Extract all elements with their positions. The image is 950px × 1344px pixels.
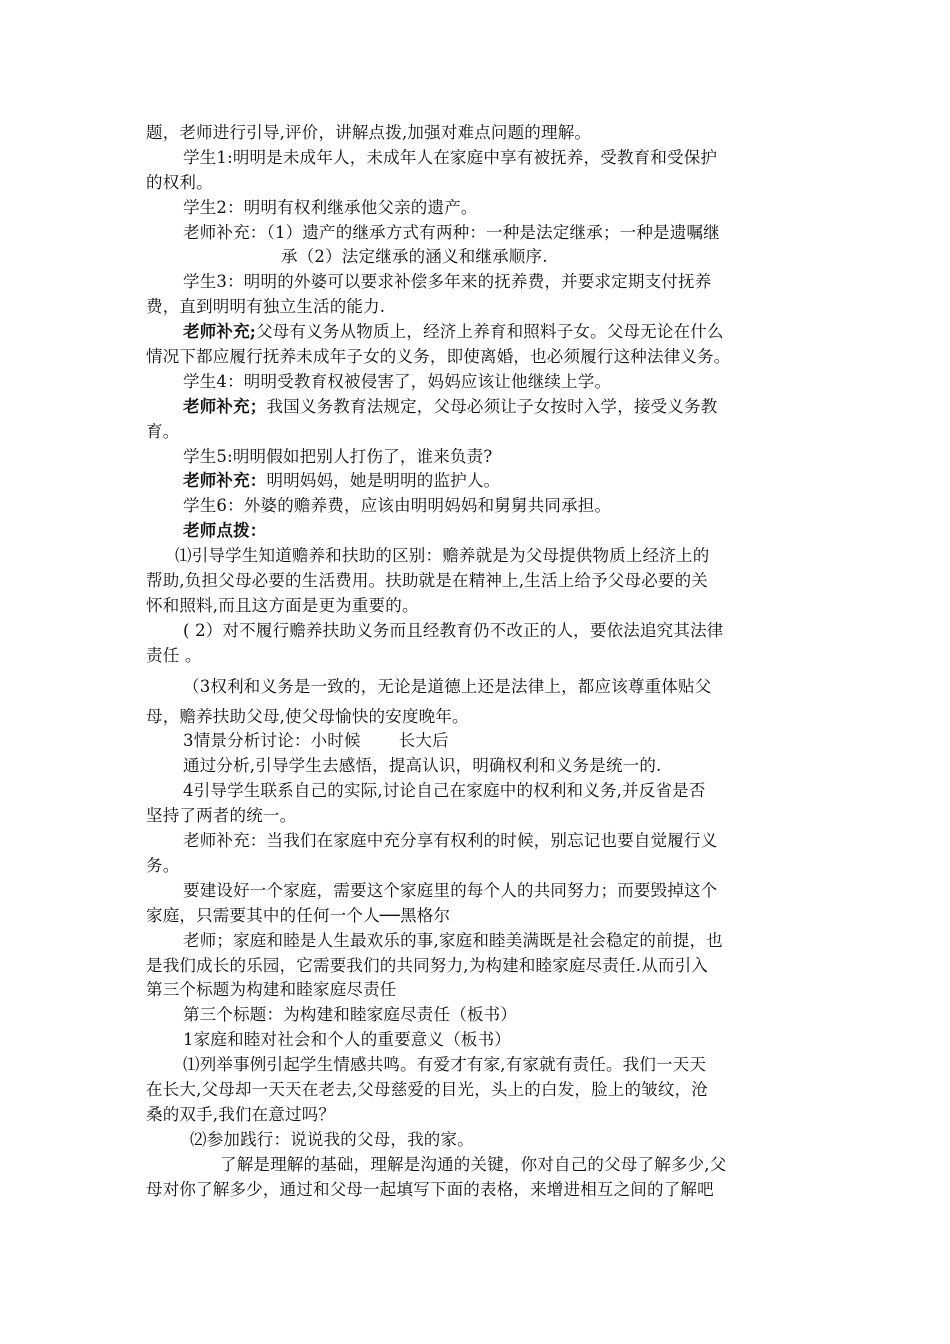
text-line: 是我们成长的乐园，它需要我们的共同努力,为构建和睦家庭尽责任.从而引入 bbox=[146, 955, 708, 975]
text-line: 通过分析,引导学生去感悟，提高认识，明确权利和义务是统一的. bbox=[183, 756, 662, 776]
text-line: 题，老师进行引导,评价，讲解点拨,加强对难点问题的理解。 bbox=[146, 123, 592, 142]
text-line: 坚持了两者的统一。 bbox=[146, 806, 297, 826]
text-line: 1家庭和睦对社会和个人的重要意义（板书） bbox=[183, 1030, 511, 1050]
text-line: 在长大,父母却一天天在老去,父母慈爱的目光，头上的白发，脸上的皱纹，沧 bbox=[146, 1079, 708, 1099]
text-line: 4引导学生联系自己的实际,讨论自己在家庭中的权利和义务,并反省是否 bbox=[183, 781, 706, 801]
teacher-supplement-label: 老师补充; bbox=[183, 322, 257, 342]
text-line: 老师补充：（1）遗产的继承方式有两种：一种是法定继承；一种是遗嘱继 bbox=[183, 222, 720, 242]
text-line bbox=[146, 729, 808, 754]
text-line: 老师补充：当我们在家庭中充分享有权利的时候，别忘记也要自觉履行义 bbox=[183, 831, 718, 851]
text-line: 的权利。 bbox=[146, 172, 213, 192]
text-line: 帮助,负担父母必要的生活费用。扶助就是在精神上,生活上给予父母必要的关 bbox=[146, 571, 708, 591]
text-segment: 明明妈妈，她是明明的监护人。 bbox=[266, 471, 501, 491]
text-segment: 父母有义务从物质上，经济上养育和照料子女。父母无论在什么 bbox=[256, 322, 724, 342]
teacher-supplement-label: 老师补充； bbox=[183, 396, 267, 416]
text-line: 第三个标题为构建和睦家庭尽责任 bbox=[146, 980, 397, 1000]
text-line: ( 2）对不履行赡养扶助义务而且经教育仍不改正的人，要依法追究其法律 bbox=[183, 620, 724, 640]
text-line: 学生6：外婆的赡养费，应该由明明妈妈和舅舅共同承担。 bbox=[183, 496, 612, 516]
text-segment: 3情景分析讨论：小时候 bbox=[183, 731, 361, 751]
text-line: 学生1:明明是未成年人，未成年人在家庭中享有被抚养，受教育和受保护 bbox=[183, 147, 718, 167]
text-line: 怀和照料,而且这方面是更为重要的。 bbox=[146, 595, 419, 615]
text-line: 第三个标题：为构建和睦家庭尽责任（板书） bbox=[183, 1005, 517, 1025]
document-body bbox=[146, 121, 808, 1202]
text-line: ⑵参加践行：说说我的父母，我的家。 bbox=[190, 1129, 474, 1149]
text-line: 桑的双手,我们在意过吗？ bbox=[146, 1104, 336, 1124]
text-line: 老师；家庭和睦是人生最欢乐的事,家庭和睦美满既是社会稳定的前提，也 bbox=[183, 930, 723, 950]
text-line bbox=[146, 320, 808, 345]
text-line: 育。 bbox=[146, 421, 180, 441]
text-line bbox=[146, 469, 808, 494]
text-line: ⑴引导学生知道赡养和扶助的区别：赡养就是为父母提供物质上经济上的 bbox=[175, 546, 710, 566]
text-line: 学生4：明明受教育权被侵害了，妈妈应该让他继续上学。 bbox=[183, 371, 612, 391]
text-line: 学生3：明明的外婆可以要求补偿多年来的抚养费，并要求定期支付抚养 bbox=[183, 272, 712, 292]
text-line: 学生2：明明有权利继承他父亲的遗产。 bbox=[183, 197, 478, 217]
text-line: 费，直到明明有独立生活的能力. bbox=[146, 297, 386, 317]
text-line: ⑴列举事例引起学生情感共鸣。有爱才有家,有家就有责任。我们一天天 bbox=[183, 1055, 707, 1075]
text-line: 务。 bbox=[146, 855, 180, 875]
text-line: 学生5:明明假如把别人打伤了，谁来负责? bbox=[183, 446, 493, 466]
text-line: 要建设好一个家庭，需要这个家庭里的每个人的共同努力；而要毁掉这个 bbox=[183, 880, 718, 900]
text-line: 了解是理解的基础，理解是沟通的关键，你对自己的父母了解多少,父 bbox=[220, 1154, 727, 1174]
text-line: 母对你了解多少，通过和父母一起填写下面的表格，来增进相互之间的了解吧 bbox=[146, 1179, 714, 1199]
text-line: 承（2）法定继承的涵义和继承顺序. bbox=[281, 247, 548, 267]
text-segment: 长大后 bbox=[398, 731, 449, 751]
teacher-supplement-label: 老师补充： bbox=[183, 471, 267, 491]
text-line: （3权利和义务是一致的，无论是道德上还是法律上，都应该尊重体贴父 bbox=[183, 676, 712, 696]
text-line: 责任 。 bbox=[146, 645, 202, 665]
text-line bbox=[146, 395, 808, 420]
text-line: 母，赡养扶助父母,使父母愉快的安度晚年。 bbox=[146, 706, 469, 726]
text-segment: 我国义务教育法规定，父母必须让子女按时入学，接受义务教 bbox=[266, 396, 718, 416]
teacher-guidance-heading: 老师点拨： bbox=[183, 521, 267, 541]
text-line: 家庭，只需要其中的任何一个人──黑格尔 bbox=[146, 905, 451, 925]
text-line: 情况下都应履行抚养未成年子女的义务，即使离婚，也必须履行这种法律义务。 bbox=[146, 347, 731, 367]
